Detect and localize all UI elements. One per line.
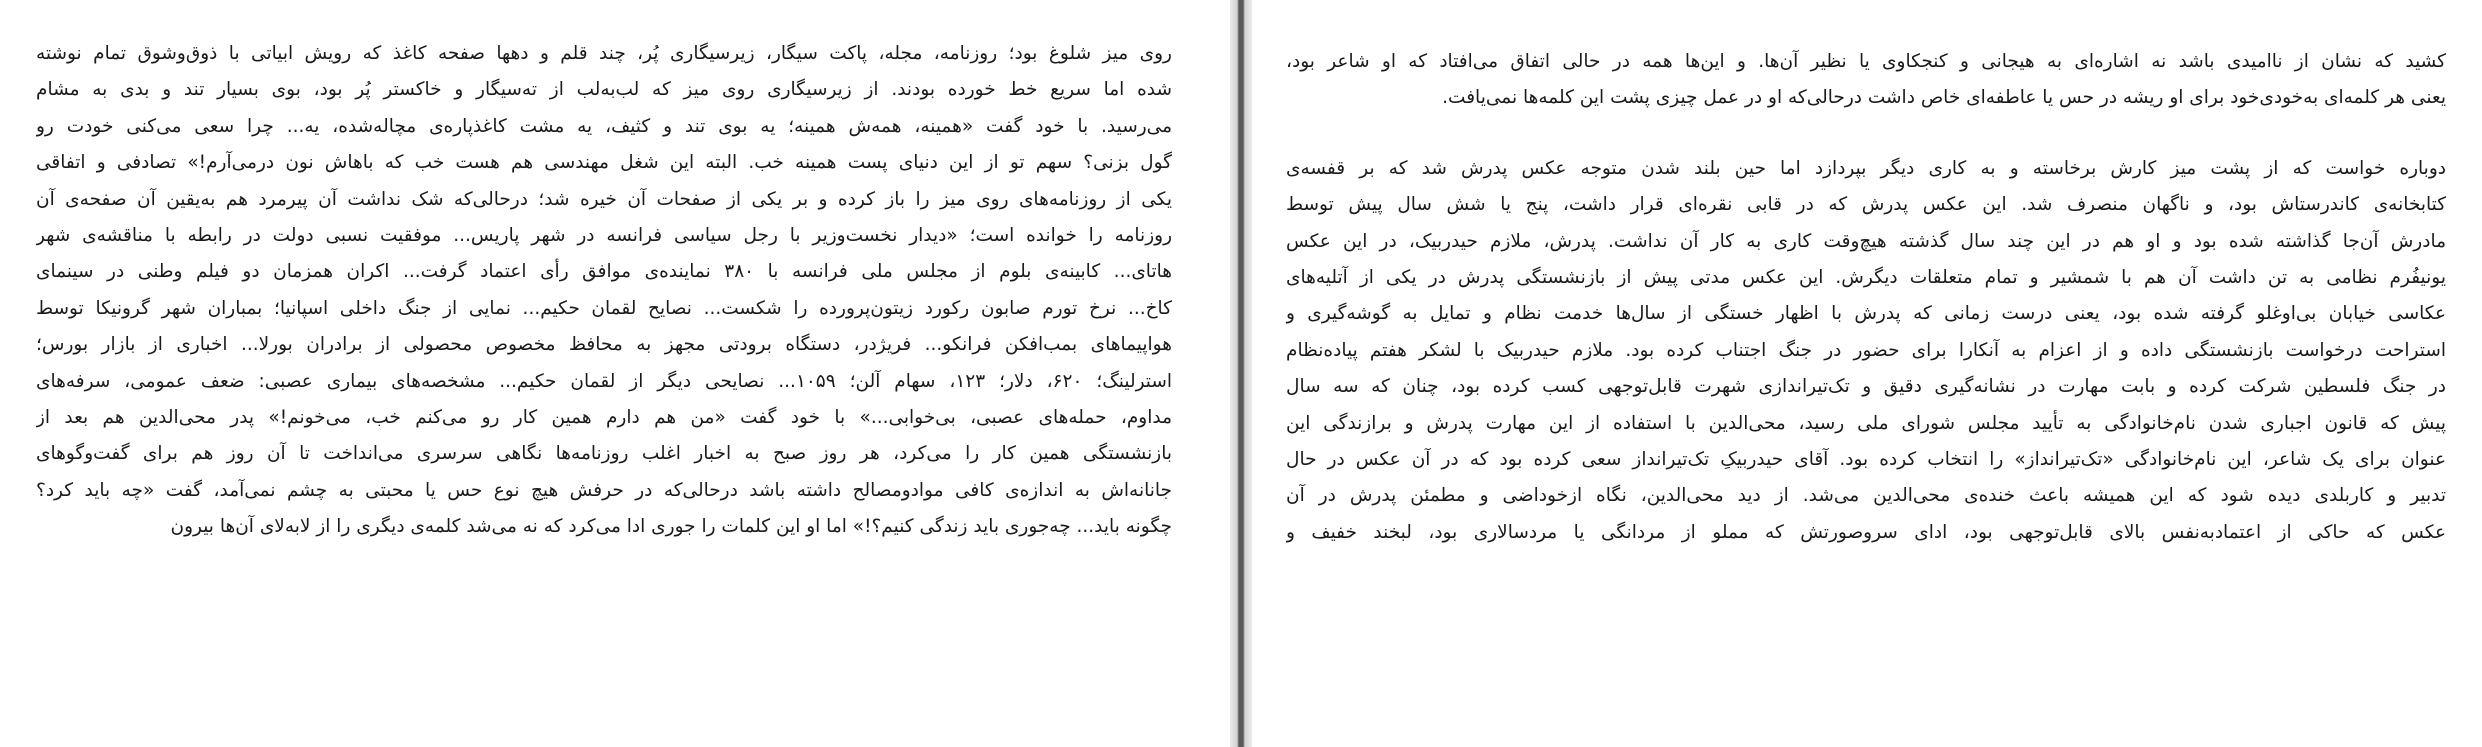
text-line: جانانه‌اش به اندازه‌ی کافی موادومصالح داشته باشد درحالی‌که در حرفش هیچ نوع حس یا محبتی به چشم نمی‌آمد، گفت «چه باید کرد؟	[36, 479, 1172, 501]
text-line: یکی از روزنامه‌های روی میز را باز کرده و بر یکی از صفحات آن خیره شد؛ درحالی‌که شک نداشت آن پیرمرد هم به‌یقین آن صفحه‌ی آن	[36, 188, 1172, 210]
text-line: یعنی هر کلمه‌ای به‌خودی‌خود برای او ریشه در حس یا عاطفه‌ای خاص داشت درحالی‌که او در عمل چیزی پشت این کلمه‌ها نمی‌یافت.	[1442, 87, 2446, 109]
text-line: یونیفُرم نظامی به تن داشت آن هم با شمشیر و تمام متعلقات دیگرش. این عکس مدتی پیش از بازنشستگی پدرش در یکی از آتلیه‌های	[1286, 266, 2446, 288]
text-line: عکس که حاکی از اعتمادبه‌نفس بالای قابل‌توجهی بود، ادای سروصورتش که مملو از مردانگی یا مردسالاری بود، لبخند خفیف و	[1286, 521, 2446, 543]
left-page-text	[36, 36, 1172, 545]
text-line: استرلینگ؛ ۶۲۰، دلار؛ ۱۲۳، سهام آلن؛ ۱۰۵۹... نصایحی دیگر از لقمان حکیم... مشخصه‌های بیماری عصبی: ضعف عمومی، سرفه‌های	[36, 370, 1172, 392]
book-gutter	[1230, 0, 1252, 747]
left-page	[0, 0, 1230, 747]
text-line: کتابخانه‌ی کاندرستاش بود، و ناگهان منصرف شد. این عکس پدرش که در قابی نقره‌ای قرار داشت، پنج یا شش سال پیش توسط	[1286, 194, 2446, 216]
text-line: پیش که قانون اجباری شدن نام‌خانوادگی به تأیید مجلس شورای ملی رسید، محی‌الدین با استفاده از این مهارت پدرش و برازندگی این	[1286, 412, 2446, 434]
text-line: گول بزنی؟ سهم تو از این دنیای پست همینه خب. البته این شغل مهندسی هم هست خب که باهاش نون درمی‌آرم!» تصادفی و اتفاقی	[36, 152, 1172, 174]
text-line: روزنامه را خوانده است؛ «دیدار نخست‌وزیر با رجل سیاسی فرانسه در شهر پاریس... موفقیت نسبی دولت در رابطه با مناقشه‌ی شهر	[36, 224, 1172, 246]
text-line: روی میز شلوغ بود؛ روزنامه، مجله، پاکت سیگار، زیرسیگاری پُر، چند قلم و دهها صفحه کاغذ که رویش ابیاتی با ذوق‌وشوق تمام نوشته	[36, 43, 1172, 64]
text-line: شده اما سریع خط خورده بودند. از زیرسیگاری روی میز که لب‌به‌لب از ته‌سیگار و خاکستر پُر بود، بوی بسیار تند و بدی به مشام	[36, 79, 1172, 101]
text-line: کشید که نشان از ناامیدی باشد نه اشاره‌ای به هیجانی و کنجکاوی یا نظیر آن‌ها. و این‌ها همه در حالی اتفاق می‌افتاد که او شاعر بود،	[1286, 51, 2446, 72]
text-line: می‌رسید. با خود گفت «همینه، همه‌ش همینه؛ یه بوی تند و کثیف، یه مشت کاغذپاره‌ی مچاله‌شده، یه... چرا سعی می‌کنی خودت رو	[36, 115, 1172, 137]
text-line: مادرش آن‌جا گذاشته شده بود و او هم در این چند سال گذشته هیچ‌وقت کاری به کار آن نداشت. پدرش، ملازم حیدربیک، در این عکس	[1286, 230, 2446, 252]
text-line: هاتای... کابینه‌ی بلوم از مجلس ملی فرانسه با ۳۸۰ نماینده‌ی موافق رأی اعتماد گرفت... اکران همزمان دو فیلم وطنی در سینمای	[36, 261, 1172, 283]
text-line: استراحت درخواست بازنشستگی داده و از اعزام به آنکارا برای حضور در جنگ اجتناب کرده بود. ملازم حیدربیک با لشکر هفتم پیاده‌نظام	[1286, 339, 2446, 361]
right-page-text	[1286, 44, 2446, 551]
text-line: چگونه باید... چه‌جوری باید زندگی کنیم؟!» اما او این کلمات را جوری ادا می‌کرد که نه می‌شد کلمه‌ی دیگری را از لابه‌لای آن‌ها بیرون	[170, 516, 1172, 538]
text-line: در جنگ فلسطین شرکت کرده و بابت مهارت در نشانه‌گیری دقیق و تک‌تیراندازی شهرت قابل‌توجهی کسب کرده بود، چنان که سه سال	[1286, 376, 2446, 398]
text-line: تدبیر و کاربلدی دیده شود که این همیشه باعث خنده‌ی محی‌الدین می‌شد. از دید محی‌الدین، نگاه ازخوداضی و مطمئن پدرش در آن	[1286, 485, 2446, 507]
right-page	[1252, 0, 2482, 747]
paragraph-break	[1286, 117, 2446, 151]
text-line: عکاسی خیابان بی‌اوغلو گرفته شده بود، یعنی درست زمانی که پدرش با اظهار خستگی از سال‌ها خدمت نظام و تمایل به گوشه‌گیری و	[1286, 303, 2446, 325]
text-line: عنوان برای یک شاعر، این نام‌خانوادگی «تک‌تیرانداز» را انتخاب کرده بود. آقای حیدربیکِ تک‌تیرانداز سعی کرده بود که در آن عکس در حال	[1286, 448, 2446, 470]
text-line: بازنشستگی همین کار را می‌کرد، هر روز صبح به اخبار اغلب روزنامه‌ها نگاهی سرسری می‌انداخت تا آن روز هم برای گفت‌وگوهای	[36, 443, 1172, 465]
text-line: دوباره خواست که از پشت میز کارش برخاسته و به کاری دیگر بپردازد اما حین بلند شدن متوجه عکس پدرش شد که بر قفسه‌ی	[1286, 157, 2446, 179]
text-line: کاخ... نرخ تورم صابون رکورد زیتون‌پرورده را شکست... نصایح لقمان حکیم... نمایی از جنگ داخلی اسپانیا؛ بمباران شهر گرونیکا توسط	[36, 297, 1172, 319]
text-line: مداوم، حمله‌های عصبی، بی‌خوابی...» با خود گفت «من هم دارم همین کار رو می‌کنم خب، می‌خونم!» پدر محی‌الدین هم بعد از	[36, 406, 1172, 428]
text-line: هواپیماهای بمب‌افکن فرانکو... فریژدر، دستگاه برودتی مجهز به محافظ مخصوص محصولی از برادران بورلا... اخباری از بازار بورس؛	[36, 334, 1172, 356]
